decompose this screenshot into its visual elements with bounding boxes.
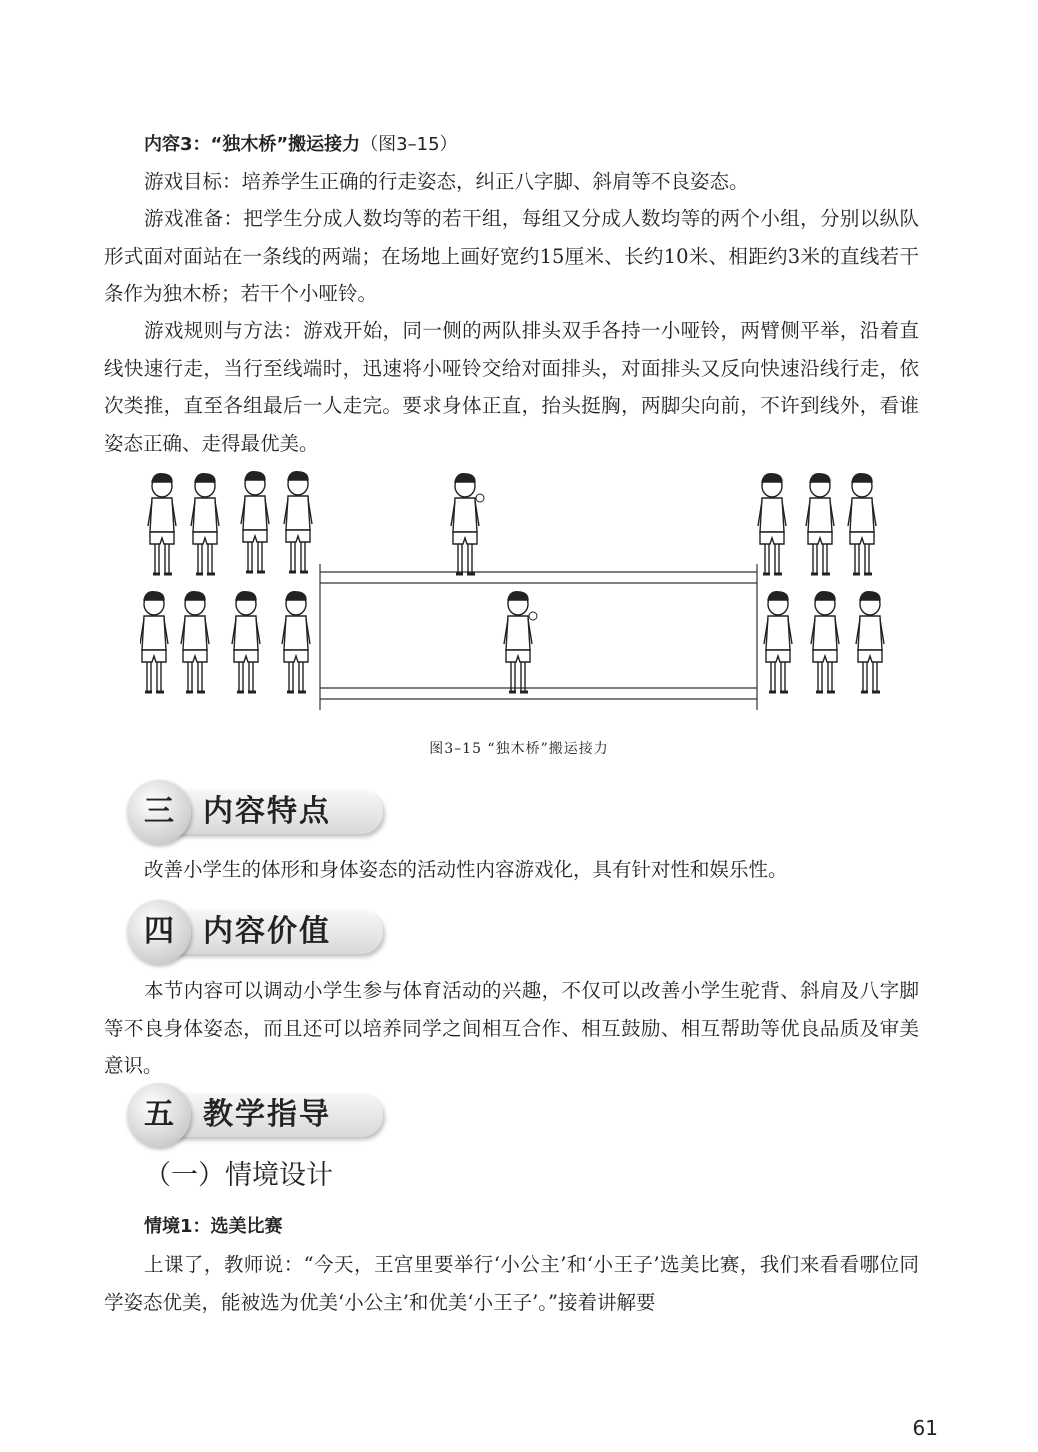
- game-goal-paragraph: 游戏目标：培养学生正确的行走姿态，纠正八字脚、斜肩等不良姿态。: [144, 170, 749, 193]
- balance-beam-lines: [320, 564, 757, 710]
- relay-illustration: [140, 462, 900, 722]
- section-header-features: 三 内容特点: [127, 780, 387, 844]
- page-number: 61: [912, 1416, 938, 1440]
- section-header-value: 四 内容价值: [127, 900, 387, 964]
- scene-paragraph: 上课了，教师说：“今天，王宫里要举行‘小公主’和‘小王子’选美比赛，我们来看看哪位同学姿态优美，能被选为优美‘小公主’和优美‘小王子’。”接着讲解要: [104, 1253, 919, 1314]
- scene-heading: 情境1：选美比赛: [144, 1216, 283, 1237]
- content3-heading: 内容3：“独木桥”搬运接力（图3–15）: [144, 134, 458, 155]
- features-paragraph: 改善小学生的体形和身体姿态的活动性内容游戏化，具有针对性和娱乐性。: [144, 858, 788, 881]
- figure-caption: 图3–15 “独木桥”搬运接力: [429, 741, 609, 757]
- subsection-title: （一）情境设计: [144, 1160, 333, 1191]
- section-header-guidance: 五 教学指导: [127, 1083, 387, 1147]
- game-rules-paragraph: 游戏规则与方法：游戏开始，同一侧的两队排头双手各持一小哑铃，两臂侧平举，沿着直线快速行走，当行至线端时，迅速将小哑铃交给对面排头，对面排头又反向快速沿线行走，依次类推，直至各组最后一人走完。要求身体正直，抬头挺胸，两脚尖向前，不许到线外，看谁姿态正确、走得最优美。: [104, 319, 919, 455]
- game-prep-paragraph: 游戏准备：把学生分成人数均等的若干组，每组又分成人数均等的两个小组，分别以纵队形式面对面站在一条线的两端；在场地上画好宽约15厘米、长约10米、相距约3米的直线若干条作为独木桥；若干个小哑铃。: [104, 207, 919, 305]
- value-paragraph: 本节内容可以调动小学生参与体育活动的兴趣，不仅可以改善小学生驼背、斜肩及八字脚等不良身体姿态，而且还可以培养同学之间相互合作、相互鼓励、相互帮助等优良品质及审美意识。: [104, 979, 919, 1077]
